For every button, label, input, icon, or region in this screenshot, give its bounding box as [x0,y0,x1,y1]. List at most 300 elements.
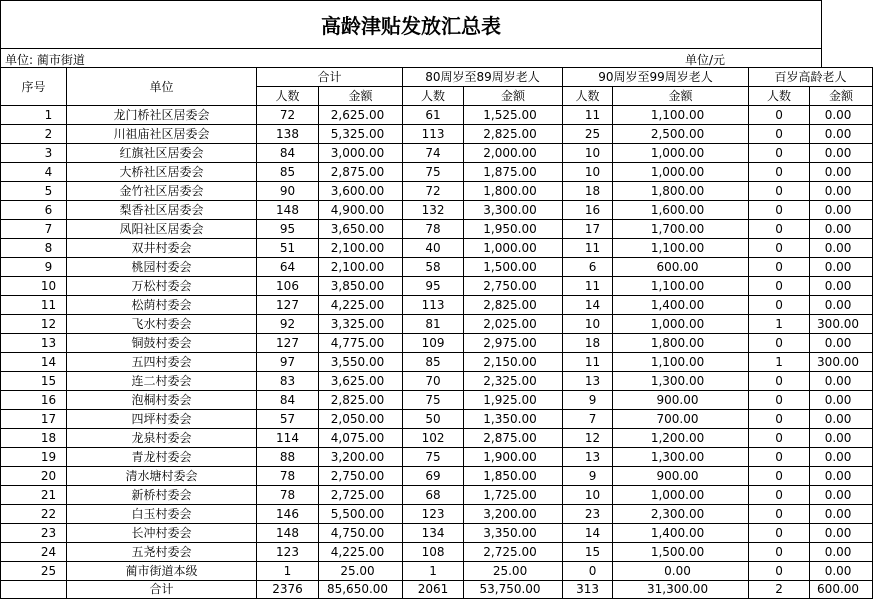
total-amount-cell: 5,325.00 [319,125,403,144]
total-count-cell: 64 [257,258,319,277]
seq-cell: 6 [1,201,67,220]
table-row [1,410,873,429]
header-count: 人数 [403,87,464,106]
count-80-cell: 95 [403,277,464,296]
count-80-cell: 72 [403,182,464,201]
seq-cell: 13 [1,334,67,353]
table-row [1,524,873,543]
header-count: 人数 [257,87,319,106]
header-count: 人数 [563,87,613,106]
table-row [1,391,873,410]
count-90-cell: 11 [563,353,613,372]
count-80-cell: 70 [403,372,464,391]
amount-100-cell: 0.00 [810,543,873,562]
count-80-cell: 58 [403,258,464,277]
count-100-cell: 0 [749,296,810,315]
total-count-cell: 1 [257,562,319,581]
amount-80-cell: 2,000.00 [464,144,563,163]
table-row [1,277,873,296]
amount-80-cell: 2,875.00 [464,429,563,448]
amount-80-cell: 2,750.00 [464,277,563,296]
count-90-cell: 11 [563,277,613,296]
amount-80-cell: 2,150.00 [464,353,563,372]
seq-cell: 21 [1,486,67,505]
total-amount-cell: 3,000.00 [319,144,403,163]
header-seq: 序号 [1,68,67,106]
total-amount-cell: 3,550.00 [319,353,403,372]
amount-100-cell: 0.00 [810,163,873,182]
count-100-cell: 1 [749,353,810,372]
seq-cell: 22 [1,505,67,524]
total-amount-cell: 4,225.00 [319,296,403,315]
table-row [1,448,873,467]
amount-80-cell: 1,500.00 [464,258,563,277]
total-amount-cell: 2,100.00 [319,258,403,277]
table-row [1,486,873,505]
amount-100-cell: 0.00 [810,239,873,258]
amount-80-cell: 2,725.00 [464,543,563,562]
header-90-99: 90周岁至99周岁老人 [563,68,749,87]
header-row-1 [1,68,873,87]
count-80-cell: 85 [403,353,464,372]
count-100-cell: 0 [749,163,810,182]
unit-name-cell: 五尧村委会 [67,543,257,562]
count-80-cell: 50 [403,410,464,429]
count-80-cell: 1 [403,562,464,581]
total-count-cell: 123 [257,543,319,562]
amount-90-cell: 1,200.00 [613,429,749,448]
total-90-amount: 31,300.00 [613,581,749,599]
amount-100-cell: 0.00 [810,562,873,581]
table-row [1,239,873,258]
unit-name-cell: 白玉村委会 [67,505,257,524]
table-row [1,505,873,524]
amount-100-cell: 0.00 [810,182,873,201]
total-count-cell: 148 [257,524,319,543]
unit-name-cell: 万松村委会 [67,277,257,296]
amount-90-cell: 600.00 [613,258,749,277]
seq-cell: 9 [1,258,67,277]
total-count-cell: 92 [257,315,319,334]
amount-90-cell: 0.00 [613,562,749,581]
total-amount-cell: 2,625.00 [319,106,403,125]
total-amount-cell: 3,625.00 [319,372,403,391]
total-80-count: 2061 [403,581,464,599]
count-90-cell: 11 [563,106,613,125]
count-80-cell: 68 [403,486,464,505]
count-90-cell: 18 [563,182,613,201]
seq-cell: 5 [1,182,67,201]
amount-100-cell: 0.00 [810,258,873,277]
header-total: 合计 [257,68,403,87]
amount-100-cell: 0.00 [810,467,873,486]
amount-90-cell: 1,000.00 [613,486,749,505]
total-count-cell: 84 [257,144,319,163]
amount-90-cell: 1,800.00 [613,334,749,353]
count-90-cell: 17 [563,220,613,239]
unit-name-cell: 大桥社区居委会 [67,163,257,182]
amount-80-cell: 2,325.00 [464,372,563,391]
total-count-cell: 114 [257,429,319,448]
total-count-cell: 88 [257,448,319,467]
unit-name-cell: 金竹社区居委会 [67,182,257,201]
table-row [1,125,873,144]
amount-80-cell: 3,350.00 [464,524,563,543]
seq-cell: 8 [1,239,67,258]
table-row [1,562,873,581]
table-row [1,182,873,201]
table-row [1,334,873,353]
amount-100-cell: 0.00 [810,220,873,239]
total-count-cell: 78 [257,486,319,505]
total-count-cell: 78 [257,467,319,486]
amount-90-cell: 1,300.00 [613,372,749,391]
amount-80-cell: 2,025.00 [464,315,563,334]
total-amount-cell: 2,825.00 [319,391,403,410]
unit-name-cell: 泡桐村委会 [67,391,257,410]
count-90-cell: 12 [563,429,613,448]
unit-name-cell: 川祖庙社区居委会 [67,125,257,144]
header-80-89: 80周岁至89周岁老人 [403,68,563,87]
count-90-cell: 13 [563,372,613,391]
count-90-cell: 9 [563,467,613,486]
seq-cell: 14 [1,353,67,372]
table-row [1,296,873,315]
amount-80-cell: 1,850.00 [464,467,563,486]
count-90-cell: 10 [563,144,613,163]
seq-cell: 24 [1,543,67,562]
total-amount-cell: 2,050.00 [319,410,403,429]
total-count-cell: 57 [257,410,319,429]
total-count-cell: 146 [257,505,319,524]
amount-80-cell: 1,725.00 [464,486,563,505]
table-row [1,258,873,277]
amount-90-cell: 900.00 [613,467,749,486]
header-amount: 金额 [464,87,563,106]
count-90-cell: 23 [563,505,613,524]
amount-80-cell: 2,825.00 [464,296,563,315]
count-100-cell: 0 [749,220,810,239]
table-row [1,315,873,334]
amount-80-cell: 1,800.00 [464,182,563,201]
unit-name-cell: 连二村委会 [67,372,257,391]
amount-100-cell: 0.00 [810,448,873,467]
unit-left-label: 单位: 蔺市街道 [5,53,85,67]
amount-90-cell: 700.00 [613,410,749,429]
count-80-cell: 81 [403,315,464,334]
count-90-cell: 14 [563,296,613,315]
total-seq-cell [1,581,67,599]
total-80-amount: 53,750.00 [464,581,563,599]
table-row [1,144,873,163]
count-100-cell: 0 [749,562,810,581]
amount-90-cell: 1,700.00 [613,220,749,239]
amount-100-cell: 0.00 [810,372,873,391]
header-count: 人数 [749,87,810,106]
seq-cell: 25 [1,562,67,581]
amount-80-cell: 1,350.00 [464,410,563,429]
count-90-cell: 15 [563,543,613,562]
count-90-cell: 10 [563,163,613,182]
amount-80-cell: 2,825.00 [464,125,563,144]
unit-name-cell: 桃园村委会 [67,258,257,277]
seq-cell: 16 [1,391,67,410]
total-amount-cell: 2,750.00 [319,467,403,486]
amount-90-cell: 1,500.00 [613,543,749,562]
seq-cell: 11 [1,296,67,315]
amount-90-cell: 1,800.00 [613,182,749,201]
count-100-cell: 0 [749,467,810,486]
count-80-cell: 132 [403,201,464,220]
total-count-cell: 127 [257,296,319,315]
header-centenarian: 百岁高龄老人 [749,68,873,87]
total-90-count: 313 [563,581,613,599]
amount-80-cell: 3,200.00 [464,505,563,524]
header-amount: 金额 [613,87,749,106]
amount-90-cell: 1,400.00 [613,296,749,315]
table-row [1,163,873,182]
total-label: 合计 [67,581,257,599]
amount-80-cell: 1,525.00 [464,106,563,125]
seq-cell: 7 [1,220,67,239]
unit-name-cell: 清水塘村委会 [67,467,257,486]
count-100-cell: 0 [749,201,810,220]
unit-row [0,48,822,68]
amount-100-cell: 0.00 [810,505,873,524]
header-amount: 金额 [810,87,873,106]
count-100-cell: 0 [749,486,810,505]
unit-name-cell: 红旗社区居委会 [67,144,257,163]
count-100-cell: 0 [749,334,810,353]
total-amount-cell: 3,600.00 [319,182,403,201]
seq-cell: 23 [1,524,67,543]
table-row [1,467,873,486]
count-100-cell: 0 [749,543,810,562]
seq-cell: 3 [1,144,67,163]
unit-name-cell: 铜鼓村委会 [67,334,257,353]
count-90-cell: 18 [563,334,613,353]
count-80-cell: 78 [403,220,464,239]
count-90-cell: 13 [563,448,613,467]
count-100-cell: 0 [749,258,810,277]
total-count: 2376 [257,581,319,599]
amount-90-cell: 1,600.00 [613,201,749,220]
count-90-cell: 10 [563,315,613,334]
amount-90-cell: 2,300.00 [613,505,749,524]
count-90-cell: 7 [563,410,613,429]
amount-80-cell: 3,300.00 [464,201,563,220]
total-count-cell: 90 [257,182,319,201]
count-80-cell: 61 [403,106,464,125]
amount-80-cell: 1,875.00 [464,163,563,182]
amount-90-cell: 1,000.00 [613,315,749,334]
count-100-cell: 0 [749,429,810,448]
count-80-cell: 113 [403,125,464,144]
amount-100-cell: 0.00 [810,296,873,315]
count-100-cell: 0 [749,448,810,467]
total-amount-cell: 2,875.00 [319,163,403,182]
total-count-cell: 72 [257,106,319,125]
total-count-cell: 138 [257,125,319,144]
header-amount: 金额 [319,87,403,106]
amount-100-cell: 0.00 [810,486,873,505]
total-row [1,581,873,599]
amount-100-cell: 300.00 [810,353,873,372]
table-row [1,201,873,220]
unit-name-cell: 松荫村委会 [67,296,257,315]
count-100-cell: 0 [749,524,810,543]
count-90-cell: 6 [563,258,613,277]
amount-100-cell: 0.00 [810,106,873,125]
amount-90-cell: 1,000.00 [613,144,749,163]
unit-name-cell: 青龙村委会 [67,448,257,467]
seq-cell: 17 [1,410,67,429]
total-count-cell: 95 [257,220,319,239]
count-80-cell: 69 [403,467,464,486]
sheet-title: 高龄津贴发放汇总表 [0,0,822,48]
table-row [1,543,873,562]
amount-90-cell: 1,100.00 [613,277,749,296]
count-100-cell: 1 [749,315,810,334]
count-90-cell: 16 [563,201,613,220]
unit-name-cell: 双井村委会 [67,239,257,258]
amount-90-cell: 1,400.00 [613,524,749,543]
total-count-cell: 84 [257,391,319,410]
count-80-cell: 40 [403,239,464,258]
summary-table [0,67,873,599]
unit-right-label: 单位/元 [684,53,725,67]
seq-cell: 12 [1,315,67,334]
amount-100-cell: 0.00 [810,201,873,220]
total-amount-cell: 2,100.00 [319,239,403,258]
total-amount-cell: 3,325.00 [319,315,403,334]
count-80-cell: 108 [403,543,464,562]
unit-name-cell: 龙门桥社区居委会 [67,106,257,125]
total-count-cell: 97 [257,353,319,372]
total-100-amount: 600.00 [810,581,873,599]
total-count-cell: 106 [257,277,319,296]
table-row [1,353,873,372]
amount-100-cell: 0.00 [810,334,873,353]
seq-cell: 15 [1,372,67,391]
amount-80-cell: 1,000.00 [464,239,563,258]
count-90-cell: 10 [563,486,613,505]
table-row [1,372,873,391]
count-100-cell: 0 [749,410,810,429]
total-amount-cell: 25.00 [319,562,403,581]
table-row [1,220,873,239]
total-amount-cell: 4,225.00 [319,543,403,562]
seq-cell: 10 [1,277,67,296]
total-amount: 85,650.00 [319,581,403,599]
amount-80-cell: 25.00 [464,562,563,581]
seq-cell: 18 [1,429,67,448]
amount-100-cell: 0.00 [810,410,873,429]
amount-90-cell: 1,100.00 [613,106,749,125]
amount-100-cell: 300.00 [810,315,873,334]
amount-90-cell: 900.00 [613,391,749,410]
count-90-cell: 11 [563,239,613,258]
total-amount-cell: 3,650.00 [319,220,403,239]
seq-cell: 4 [1,163,67,182]
count-100-cell: 0 [749,125,810,144]
amount-100-cell: 0.00 [810,524,873,543]
count-90-cell: 0 [563,562,613,581]
total-amount-cell: 4,900.00 [319,201,403,220]
amount-90-cell: 1,100.00 [613,239,749,258]
unit-name-cell: 飞水村委会 [67,315,257,334]
seq-cell: 2 [1,125,67,144]
count-80-cell: 134 [403,524,464,543]
total-amount-cell: 4,075.00 [319,429,403,448]
count-100-cell: 0 [749,239,810,258]
amount-100-cell: 0.00 [810,144,873,163]
amount-80-cell: 2,975.00 [464,334,563,353]
amount-100-cell: 0.00 [810,429,873,448]
total-amount-cell: 3,850.00 [319,277,403,296]
total-count-cell: 51 [257,239,319,258]
count-100-cell: 0 [749,144,810,163]
total-amount-cell: 3,200.00 [319,448,403,467]
table-body [1,106,873,581]
unit-name-cell: 梨香社区居委会 [67,201,257,220]
unit-name-cell: 五四村委会 [67,353,257,372]
count-90-cell: 14 [563,524,613,543]
count-100-cell: 0 [749,277,810,296]
amount-100-cell: 0.00 [810,277,873,296]
count-100-cell: 0 [749,182,810,201]
count-80-cell: 75 [403,448,464,467]
total-count-cell: 83 [257,372,319,391]
count-80-cell: 75 [403,391,464,410]
seq-cell: 20 [1,467,67,486]
count-80-cell: 75 [403,163,464,182]
count-90-cell: 9 [563,391,613,410]
amount-80-cell: 1,925.00 [464,391,563,410]
header-unit: 单位 [67,68,257,106]
count-100-cell: 0 [749,391,810,410]
count-80-cell: 113 [403,296,464,315]
amount-80-cell: 1,950.00 [464,220,563,239]
amount-90-cell: 1,000.00 [613,163,749,182]
amount-100-cell: 0.00 [810,391,873,410]
unit-name-cell: 凤阳社区居委会 [67,220,257,239]
total-amount-cell: 5,500.00 [319,505,403,524]
count-100-cell: 0 [749,505,810,524]
total-count-cell: 127 [257,334,319,353]
amount-90-cell: 1,100.00 [613,353,749,372]
count-90-cell: 25 [563,125,613,144]
total-amount-cell: 4,775.00 [319,334,403,353]
total-amount-cell: 2,725.00 [319,486,403,505]
seq-cell: 1 [1,106,67,125]
count-100-cell: 0 [749,372,810,391]
unit-name-cell: 蔺市街道本级 [67,562,257,581]
unit-name-cell: 长冲村委会 [67,524,257,543]
count-80-cell: 123 [403,505,464,524]
table-row [1,106,873,125]
total-amount-cell: 4,750.00 [319,524,403,543]
unit-name-cell: 龙泉村委会 [67,429,257,448]
amount-100-cell: 0.00 [810,125,873,144]
unit-name-cell: 四坪村委会 [67,410,257,429]
total-count-cell: 148 [257,201,319,220]
count-80-cell: 109 [403,334,464,353]
seq-cell: 19 [1,448,67,467]
total-count-cell: 85 [257,163,319,182]
amount-90-cell: 2,500.00 [613,125,749,144]
unit-name-cell: 新桥村委会 [67,486,257,505]
